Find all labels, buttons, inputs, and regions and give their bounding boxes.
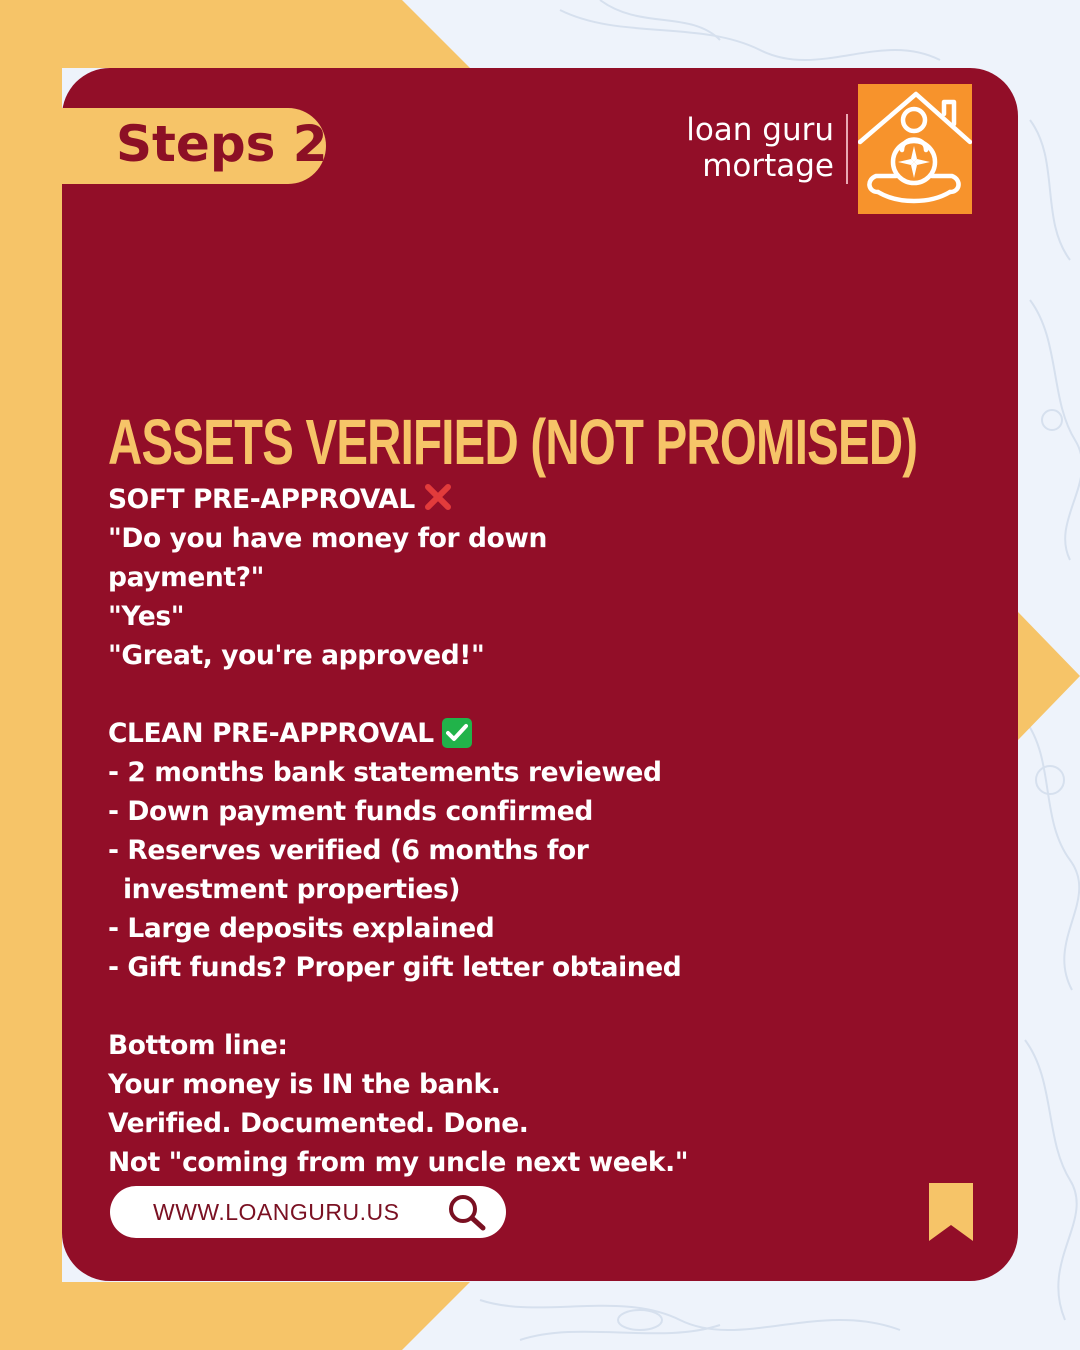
brand-name-line1: loan guru bbox=[686, 112, 834, 148]
soft-line: "Great, you're approved!" bbox=[108, 640, 485, 671]
website-url[interactable]: WWW.LOANGURU.US bbox=[153, 1199, 400, 1225]
brand-name-line2: mortage bbox=[702, 148, 834, 184]
spacer bbox=[108, 675, 688, 714]
brand-divider bbox=[846, 114, 848, 184]
clean-heading bbox=[108, 714, 688, 753]
clean-item: - Gift funds? Proper gift letter obtained bbox=[108, 952, 682, 983]
bottom-line: Your money is IN the bank. bbox=[108, 1069, 501, 1100]
bookmark-icon[interactable] bbox=[929, 1183, 973, 1247]
soft-line: payment?" bbox=[108, 562, 265, 593]
clean-item: - Down payment funds confirmed bbox=[108, 796, 593, 827]
green-check-icon bbox=[442, 718, 472, 748]
clean-item: - 2 months bank statements reviewed bbox=[108, 757, 662, 788]
bottom-line-label: Bottom line: bbox=[108, 1030, 288, 1061]
spacer bbox=[108, 987, 688, 1026]
clean-item: investment properties) bbox=[123, 874, 461, 905]
bottom-line: Verified. Documented. Done. bbox=[108, 1108, 529, 1139]
brand-name bbox=[686, 112, 834, 184]
soft-line: "Do you have money for down bbox=[108, 523, 547, 554]
soft-heading bbox=[108, 480, 688, 519]
website-url-button[interactable] bbox=[110, 1186, 506, 1238]
soft-line: "Yes" bbox=[108, 601, 185, 632]
soft-heading-label: SOFT PRE-APPROVAL bbox=[108, 484, 415, 515]
clean-item: - Reserves verified (6 months for bbox=[108, 835, 589, 866]
clean-heading-label: CLEAN PRE-APPROVAL bbox=[108, 718, 434, 749]
steps-badge-label: Steps 2 bbox=[116, 115, 328, 173]
content-body bbox=[108, 480, 688, 1182]
bottom-line: Not "coming from my uncle next week." bbox=[108, 1147, 689, 1178]
search-icon[interactable] bbox=[446, 1192, 488, 1236]
clean-item: - Large deposits explained bbox=[108, 913, 495, 944]
brand-logo bbox=[858, 84, 972, 214]
page-title: ASSETS VERIFIED (NOT PROMISED) bbox=[108, 406, 918, 478]
house-compass-logo-icon bbox=[858, 84, 972, 214]
red-x-icon bbox=[423, 482, 453, 523]
